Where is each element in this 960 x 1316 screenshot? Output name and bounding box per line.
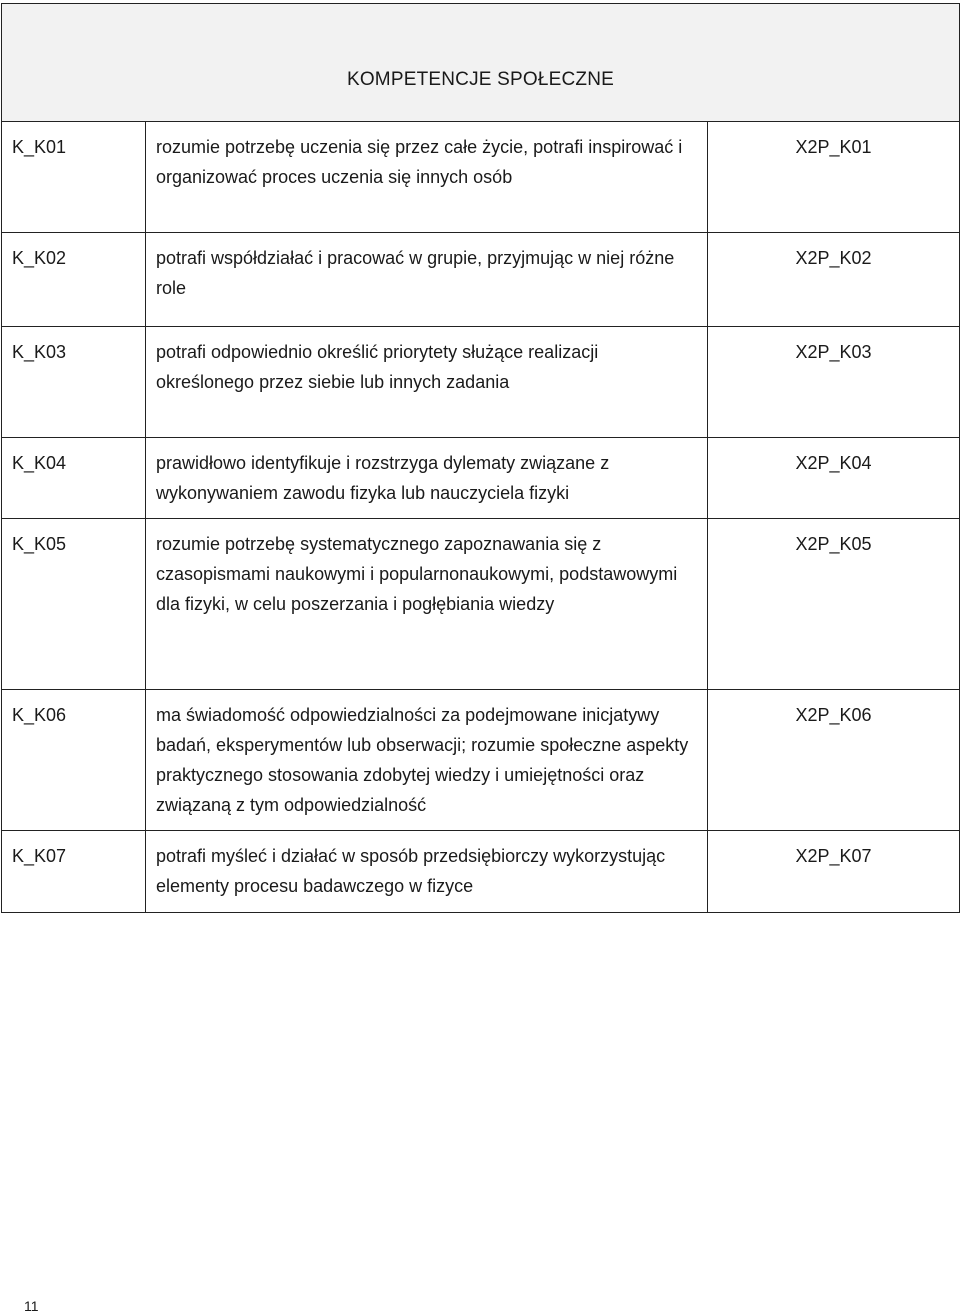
reference-cell: X2P_K03 — [708, 327, 960, 438]
page-number: 11 — [24, 1298, 39, 1314]
code-cell: K_K01 — [2, 122, 146, 233]
section-header: KOMPETENCJE SPOŁECZNE — [346, 69, 615, 90]
code-cell: K_K03 — [2, 327, 146, 438]
table-row — [2, 233, 960, 327]
code-cell: K_K07 — [2, 831, 146, 913]
code-cell: K_K02 — [2, 233, 146, 327]
table-row — [2, 690, 960, 831]
competency-table — [1, 3, 960, 913]
reference-cell: X2P_K07 — [708, 831, 960, 913]
reference-cell: X2P_K06 — [708, 690, 960, 831]
description-cell: rozumie potrzebę systematycznego zapoznawania się z czasopismami naukowymi i popularnonaukowymi, podstawowymi dla fizyki, w celu poszerzania i pogłębiania wiedzy — [146, 519, 708, 690]
reference-cell: X2P_K01 — [708, 122, 960, 233]
code-cell: K_K05 — [2, 519, 146, 690]
description-cell: ma świadomość odpowiedzialności za podejmowane inicjatywy badań, eksperymentów lub obserwacji; rozumie społeczne aspekty praktycznego stosowania zdobytej wiedzy i umiejętności oraz związaną z tym odpowiedzialność — [146, 690, 708, 831]
description-cell: prawidłowo identyfikuje i rozstrzyga dylematy związane z wykonywaniem zawodu fizyka lub nauczyciela fizyki — [146, 438, 708, 519]
table-row — [2, 438, 960, 519]
table-row — [2, 831, 960, 913]
description-cell: potrafi współdziałać i pracować w grupie, przyjmując w niej różne role — [146, 233, 708, 327]
code-cell: K_K06 — [2, 690, 146, 831]
table-row — [2, 122, 960, 233]
description-cell: potrafi odpowiednio określić priorytety służące realizacji określonego przez siebie lub innych zadania — [146, 327, 708, 438]
section-header-row — [2, 4, 960, 122]
table-row — [2, 519, 960, 690]
section-header-cell — [2, 4, 960, 122]
reference-cell: X2P_K05 — [708, 519, 960, 690]
reference-cell: X2P_K04 — [708, 438, 960, 519]
code-cell: K_K04 — [2, 438, 146, 519]
description-cell: potrafi myśleć i działać w sposób przedsiębiorczy wykorzystując elementy procesu badawczego w fizyce — [146, 831, 708, 913]
description-cell: rozumie potrzebę uczenia się przez całe życie, potrafi inspirować i organizować proces uczenia się innych osób — [146, 122, 708, 233]
reference-cell: X2P_K02 — [708, 233, 960, 327]
table-row — [2, 327, 960, 438]
